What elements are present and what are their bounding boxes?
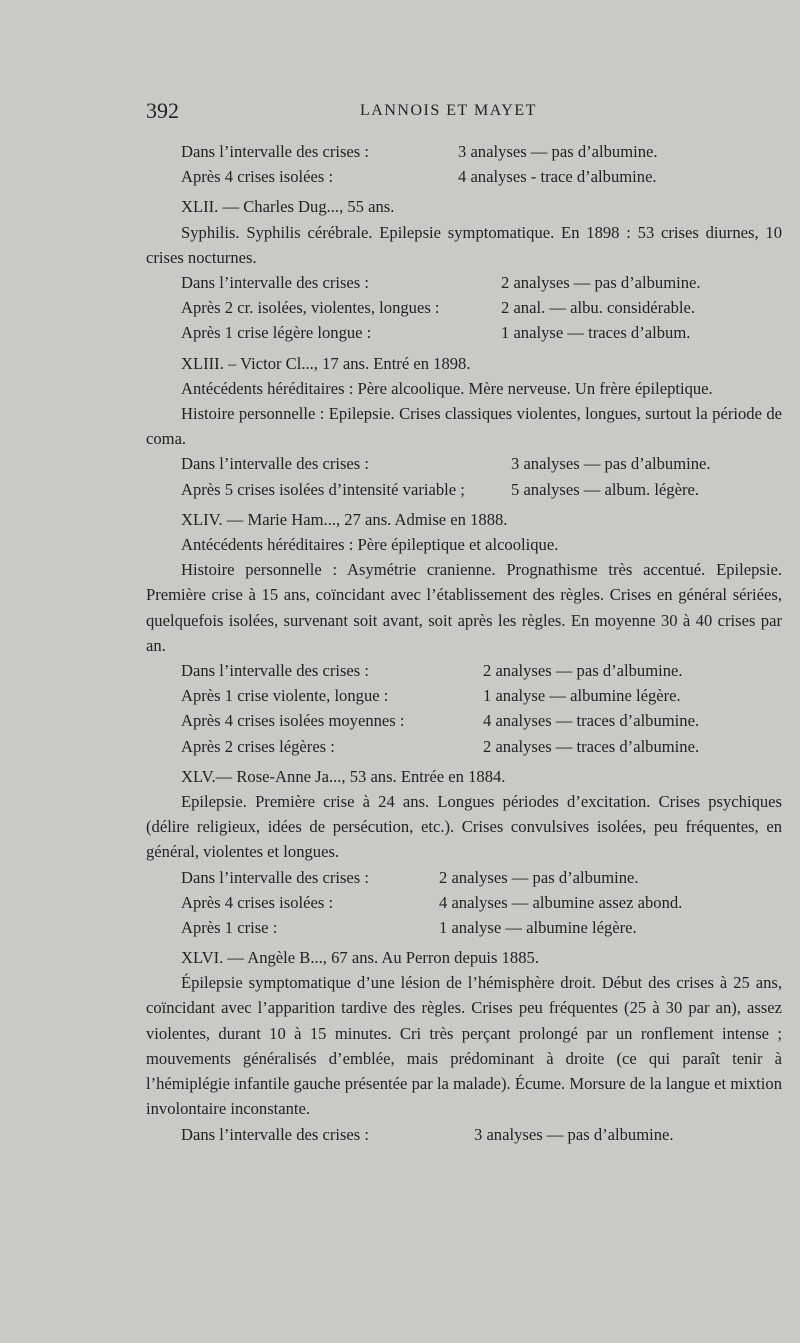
- analysis-value: 2 analyses — pas d’albumine.: [501, 272, 701, 292]
- analysis-value: 3 analyses — pas d’albumine.: [458, 142, 658, 161]
- analysis-value: 1 analyse — albumine légère.: [439, 917, 637, 937]
- page-header: [146, 98, 786, 128]
- case-title: XLII. — Charles Dug..., 55 ans.: [181, 197, 395, 217]
- case-paragraph: Histoire personnelle : Asymétrie cranienne. Prognathisme très accentué. Epilepsie. Première crise à 15 ans, coïncidant avec l’établissement des règles. Crises en général sériées, quelquefois isolées, survenant soit avant, soit après les règles. En moyenne 30 à 40 crises par an.: [146, 560, 782, 655]
- analysis-row: [146, 890, 782, 915]
- analysis-row: [146, 451, 782, 476]
- analysis-row: [146, 915, 782, 940]
- analysis-value: 5 analyses — album. légère.: [511, 479, 700, 499]
- running-title: LANNOIS ET MAYET: [360, 102, 537, 119]
- case-title: XLVI. — Angèle B..., 67 ans. Au Perron depuis 1885.: [181, 948, 539, 968]
- analysis-value: 3 analyses — pas d’albumine.: [511, 454, 711, 474]
- case-paragraph: Épilepsie symptomatique d’une lésion de l’hémisphère droit. Début des crises à 25 ans, coïncidant avec l’apparition tardive des règles. Crises peu fréquentes (25 à 30 par an), assez violentes, durant 10 à 15 minutes. Cri très perçant prolongé par un ronflement intense ; mouvements généralisés d’emblée, mais prédominant à droite (ce qui paraît tenir à l’hémiplégie infantile gauche présentée par la malade). Écume. Morsure de la langue et mixtion involontaire inconstante.: [146, 973, 782, 1119]
- analysis-row: [146, 270, 782, 295]
- analysis-value: 4 analyses — traces d’albumine.: [483, 711, 700, 731]
- analysis-value: 2 anal. — albu. considérable.: [501, 298, 695, 318]
- analysis-label: Dans l’intervalle des crises :: [181, 867, 370, 887]
- analysis-row: [146, 708, 782, 733]
- analysis-label: Après 4 crises isolées :: [181, 892, 334, 912]
- analysis-row: [146, 295, 782, 320]
- analysis-row: [146, 164, 782, 189]
- case-paragraph: Antécédents héréditaires : Père épileptique et alcoolique.: [181, 534, 559, 554]
- analysis-row: [146, 658, 782, 683]
- case-paragraph: Histoire personnelle : Epilepsie. Crises classiques violentes, longues, surtout la période de coma.: [146, 403, 782, 449]
- page-number: 392: [146, 98, 179, 123]
- analysis-value: 1 analyse — albumine légère.: [483, 686, 681, 706]
- analysis-label: Après 1 crise :: [181, 917, 278, 937]
- analysis-value: 2 analyses — pas d’albumine.: [483, 660, 683, 680]
- analysis-row: [146, 865, 782, 890]
- analysis-label: Après 1 crise violente, longue :: [181, 686, 389, 706]
- analysis-value: 4 analyses - trace d’albumine.: [458, 167, 657, 187]
- analysis-label: Après 2 crises légères :: [181, 736, 335, 756]
- analysis-label: Dans l’intervalle des crises :: [181, 660, 370, 680]
- analysis-label: Après 4 crises isolées :: [181, 167, 334, 187]
- analysis-label: Après 4 crises isolées moyennes :: [181, 711, 405, 731]
- page-body: [146, 139, 782, 1147]
- analysis-row: [146, 320, 782, 345]
- analysis-value: 2 analyses — pas d’albumine.: [439, 867, 639, 887]
- case-title: XLIV. — Marie Ham..., 27 ans. Admise en 1888.: [181, 509, 508, 529]
- case-paragraph: Syphilis. Syphilis cérébrale. Epilepsie symptomatique. En 1898 : 53 crises diurnes, 10 crises nocturnes.: [146, 222, 782, 267]
- analysis-label: Après 5 crises isolées d’intensité variable ;: [181, 479, 465, 499]
- case-title: XLV.— Rose-Anne Ja..., 53 ans. Entrée en 1884.: [181, 766, 506, 786]
- analysis-value: 3 analyses — pas d’albumine.: [474, 1124, 674, 1144]
- analysis-label: Après 1 crise légère longue :: [181, 323, 372, 343]
- analysis-row: [146, 139, 782, 164]
- case-paragraph: Antécédents héréditaires : Père alcoolique. Mère nerveuse. Un frère épileptique.: [181, 378, 713, 398]
- analysis-label: Dans l’intervalle des crises :: [181, 272, 370, 292]
- analysis-value: 4 analyses — albumine assez abond.: [439, 892, 683, 912]
- analysis-label: Dans l’intervalle des crises :: [181, 454, 370, 474]
- case-paragraph: Epilepsie. Première crise à 24 ans. Longues périodes d’excitation. Crises psychiques (délire religieux, idées de persécution, etc.). Crises convulsives isolées, peu fréquentes, en général, violentes et longues.: [146, 791, 782, 862]
- analysis-value: 2 analyses — traces d’albumine.: [483, 736, 700, 756]
- analysis-label: Dans l’intervalle des crises :: [181, 142, 370, 161]
- analysis-value: 1 analyse — traces d’album.: [501, 323, 691, 343]
- analysis-row: [146, 1122, 782, 1147]
- analysis-row: [146, 477, 782, 502]
- analysis-label: Dans l’intervalle des crises :: [181, 1124, 370, 1144]
- analysis-label: Après 2 cr. isolées, violentes, longues :: [181, 298, 440, 318]
- analysis-row: [146, 683, 782, 708]
- case-title: XLIII. – Victor Cl..., 17 ans. Entré en 1898.: [181, 353, 471, 373]
- analysis-row: [146, 734, 782, 759]
